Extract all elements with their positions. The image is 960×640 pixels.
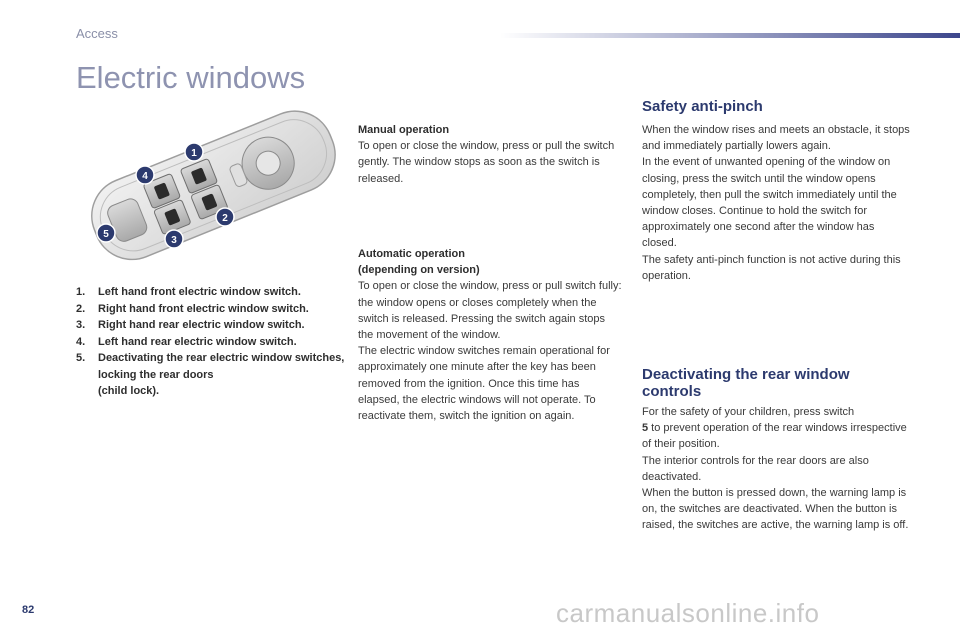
safety-text-2: In the event of unwanted opening of the window on closing, press the switch until the window opens completely, then pull the switch immediately until the window closes. Continue to hold the switch for approximately one second after the window has closed.: [642, 156, 897, 250]
legend-item: 4. Left hand rear electric window switch.: [76, 335, 297, 348]
legend-item: 3. Right hand rear electric window switch.: [76, 319, 305, 331]
automatic-operation-section: [358, 246, 623, 424]
automatic-operation-text: To open or close the window, press or pull switch fully: the window opens or closes completely when the switch is released. Pressing the switch again stops the movement of the window.: [358, 280, 622, 342]
callout-2: [216, 208, 234, 226]
safety-text-1: When the window rises and meets an obstacle, it stops and immediately partially lowers again.: [642, 124, 910, 153]
manual-operation-heading: Manual operation: [358, 124, 450, 136]
callout-1: [185, 143, 203, 161]
callout-5: [97, 224, 115, 242]
section-label: Access: [76, 26, 118, 41]
watermark: carmanualsonline.info: [556, 598, 820, 628]
callout-3: [165, 230, 183, 248]
header-bar: [500, 33, 960, 38]
deactivate-heading: Deactivating the rear window controls: [642, 366, 850, 400]
legend-item: 2. Right hand front electric window switch.: [76, 302, 309, 315]
safety-text-3: The safety anti-pinch function is not active during this operation.: [642, 253, 901, 282]
automatic-operation-heading: Automatic operation: [358, 248, 465, 260]
page-title: Electric windows: [76, 60, 306, 95]
safety-section: [642, 122, 910, 284]
switch-legend: [76, 284, 346, 400]
callout-3-label: 3: [171, 235, 177, 246]
callout-5-label: 5: [103, 229, 109, 240]
deactivate-section: [642, 404, 910, 534]
deactivate-text-3: When the button is pressed down, the warning lamp is on, the switches are deactivated. When the button is raised, the switches are active, the warning lamp is off.: [642, 487, 909, 532]
deactivate-text-1: For the safety of your children, press switch 5 to prevent operation of the rear windows irrespective of their position.: [642, 406, 907, 451]
manual-operation-text: To open or close the window, press or pull the switch gently. The window stops as soon as the switch is released.: [358, 140, 615, 185]
window-switch-panel-illustration: [84, 100, 342, 268]
page-number: 82: [22, 604, 35, 616]
automatic-operation-note: The electric window switches remain operational for approximately one minute after the key has been removed from the ignition. Once this time has elapsed, the electric windows will not operate. To reactivate them, switch the ignition on again.: [358, 345, 610, 423]
legend-item: 5. Deactivating the rear electric window switches, locking the rear doors (child lock).: [76, 352, 345, 397]
callout-4-label: 4: [142, 171, 148, 182]
callout-1-label: 1: [191, 148, 197, 159]
callout-2-label: 2: [222, 213, 228, 224]
safety-heading: Safety anti-pinch: [642, 98, 763, 115]
legend-item: 1. Left hand front electric window switch.: [76, 286, 301, 298]
deactivate-text-2: The interior controls for the rear doors are also deactivated.: [642, 454, 869, 483]
automatic-operation-subheading: (depending on version): [358, 264, 480, 277]
manual-operation-section: [358, 122, 623, 187]
callout-4: [136, 166, 154, 184]
